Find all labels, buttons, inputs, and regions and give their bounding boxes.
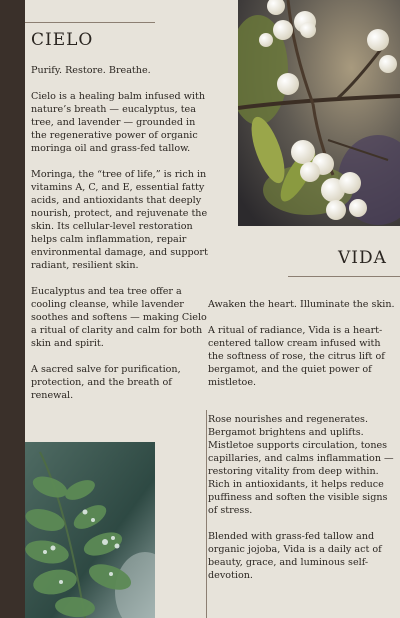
vida-title: VIDA — [338, 248, 387, 268]
cielo-paragraph: A sacred salve for purification, protection, and the breath of renewal. — [31, 364, 181, 401]
cielo-paragraph: Moringa, the “tree of life,” is rich in vitamins A, C, and E, essential fatty acids, and antioxidants that deeply nourish, protect, and rejuvenate the skin. Its cellular-level restoration helps calm inflammation, repair environmental damage, and support radiant, resilient skin. — [31, 169, 208, 271]
vida-paragraph: Rose nourishes and regenerates. Bergamot brightens and uplifts. Mistletoe supports circulation, tones capillaries, and calms inflammation — restoring vitality from deep within. Rich in antioxidants, it helps reduce puffiness and soften the visible signs of stress. — [208, 414, 394, 516]
cielo-divider — [25, 22, 155, 23]
cielo-paragraph: Cielo is a healing balm infused with nature’s breath — eucalyptus, tea tree, and lavender — grounded in the regenerative power of organic moringa oil and grass-fed tallow. — [31, 91, 206, 154]
vida-description — [208, 413, 398, 595]
vida-paragraph: A ritual of radiance, Vida is a heart-centered tallow cream infused with the softness of rose, the citrus lift of bergamot, and the quiet power of mistletoe. — [208, 325, 385, 388]
moringa-leaf-photo — [25, 442, 155, 618]
vida-intro — [208, 298, 396, 402]
cielo-title: CIELO — [31, 30, 94, 50]
vida-divider — [288, 276, 400, 277]
left-accent-bar — [0, 0, 25, 618]
vida-tagline: Awaken the heart. Illuminate the skin. — [208, 299, 395, 310]
vida-vertical-rule — [206, 410, 207, 618]
cielo-paragraph: Eucalyptus and tea tree offer a cooling cleanse, while lavender soothes and softens — making Cielo a ritual of clarity and calm for both skin and spirit. — [31, 286, 207, 349]
mistletoe-photo — [238, 0, 400, 226]
cielo-tagline: Purify. Restore. Breathe. — [31, 65, 151, 76]
cielo-description — [31, 64, 211, 415]
vida-paragraph: Blended with grass-fed tallow and organic jojoba, Vida is a daily act of beauty, grace, and luminous self-devotion. — [208, 531, 382, 581]
